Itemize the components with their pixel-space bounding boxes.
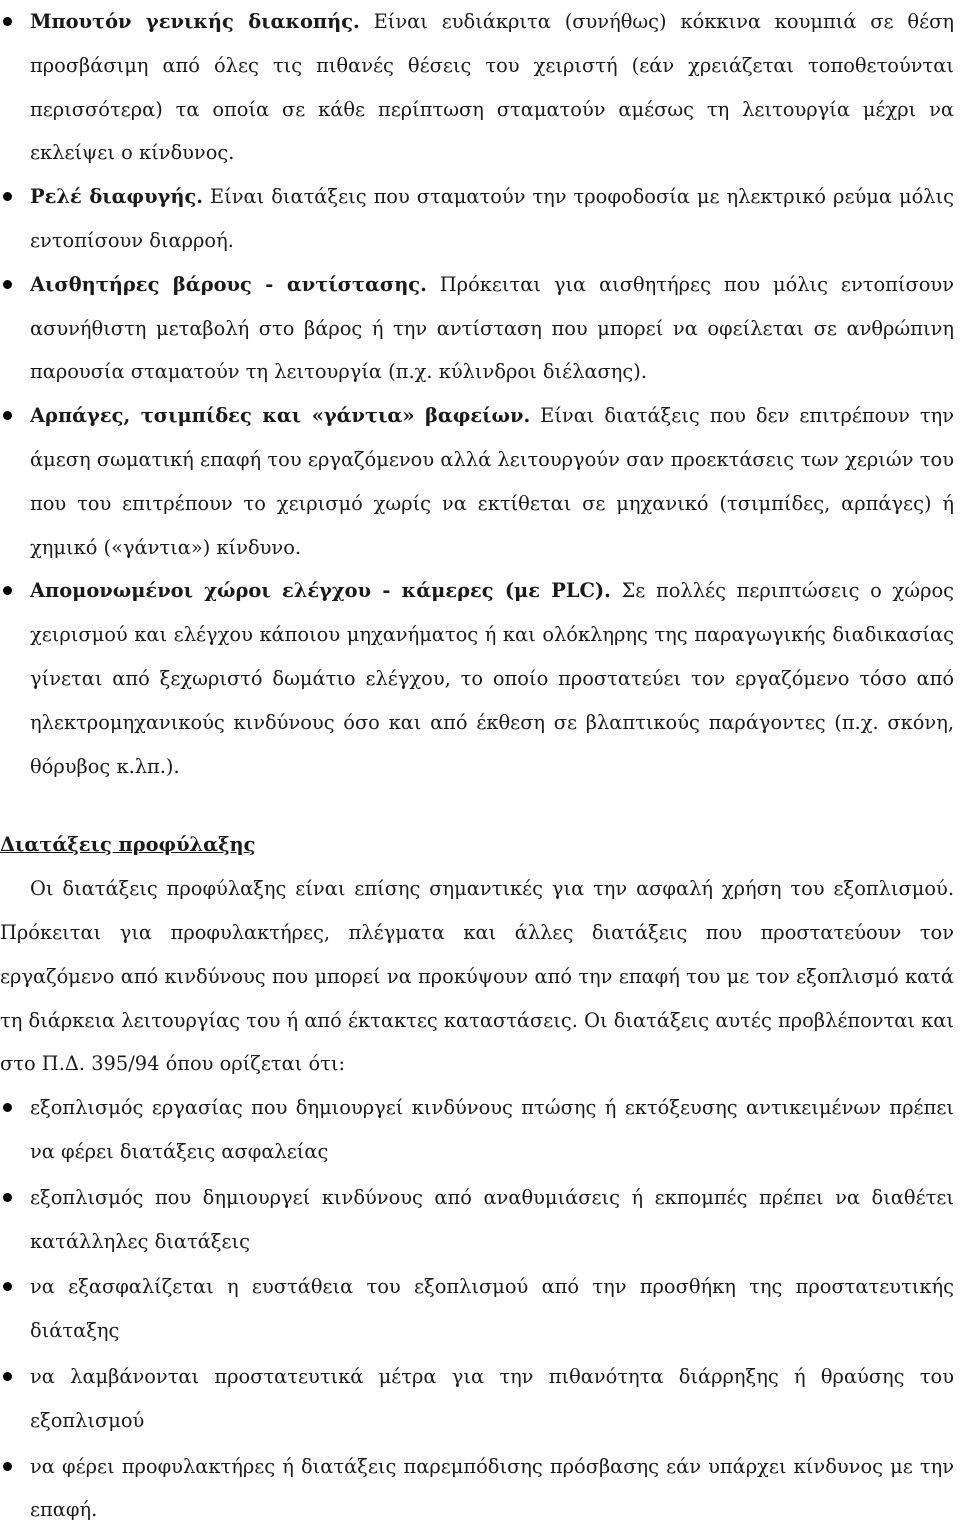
list-item-text: Είναι διατάξεις που σταματούν την τροφοδοσία με ηλεκτρικό ρεύμα μόλις εντοπίσουν διαρροή. — [30, 185, 954, 252]
list-item — [0, 175, 954, 263]
list-item — [0, 0, 954, 175]
list-item — [0, 569, 954, 788]
list-item-title: Αισθητήρες βάρους - αντίστασης. — [30, 272, 427, 296]
requirements-list — [0, 1086, 954, 1532]
section-heading: Διατάξεις προφύλαξης — [0, 833, 256, 857]
list-item-text: Σε πολλές περιπτώσεις ο χώρος χειρισμού και ελέγχου κάποιου μηχανήματος ή και ολόκληρης της παραγωγικής διαδικασίας γίνεται από ξεχωριστό δωμάτιο ελέγχου, το οποίο προστατεύει τον εργαζόμενο τόσο από ηλεκτρομηχανικούς κινδύνους όσο και από έκθεση σε βλαπτικούς παράγοντες (π.χ. σκόνη, θόρυβος κ.λπ.). — [30, 579, 954, 778]
list-item-title: Ρελέ διαφυγής. — [30, 185, 204, 209]
list-item-title: Απομονωμένοι χώροι ελέγχου - κάμερες (με PLC). — [30, 579, 611, 603]
list-item-text: Είναι ευδιάκριτα (συνήθως) κόκκινα κουμπιά σε θέση προσβάσιμη από όλες τις πιθανές θέσεις του χειριστή (εάν χρειάζεται τοποθετούνται περισσότερα) τα οποία σε κάθε περίπτωση σταματούν αμέσως τη λειτουργία μέχρι να εκλείψει ο κίνδυνος. — [30, 10, 954, 165]
list-item-title: Μπουτόν γενικής διακοπής. — [30, 10, 360, 33]
list-item: εξοπλισμός εργασίας που δημιουργεί κινδύνους πτώσης ή εκτόξευσης αντικειμένων πρέπει να φέρει διατάξεις ασφαλείας — [0, 1086, 954, 1174]
section-paragraph: Οι διατάξεις προφύλαξης είναι επίσης σημαντικές για την ασφαλή χρήση του εξοπλισμού. Πρόκειται για προφυλακτήρες, πλέγματα και άλλες διατάξεις που προστατεύουν τον εργαζόμενο από κινδύνους που μπορεί να προκύψουν από την επαφή του με τον εξοπλισμό κατά τη διάρκεια λειτουργίας του ή από έκτακτες καταστάσεις. Οι διατάξεις αυτές προβλέπονται και στο Π.Δ. 395/94 όπου ορίζεται ότι: — [0, 877, 954, 1076]
list-item: να εξασφαλίζεται η ευστάθεια του εξοπλισμού από την προσθήκη της προστατευτικής διάταξης — [0, 1265, 954, 1353]
list-item — [0, 394, 954, 569]
list-item: να φέρει προφυλακτήρες ή διατάξεις παρεμπόδισης πρόσβασης εάν υπάρχει κίνδυνος με την επαφή. — [0, 1445, 954, 1533]
list-item: να λαμβάνονται προστατευτικά μέτρα για την πιθανότητα διάρρηξης ή θραύσης του εξοπλισμού — [0, 1355, 954, 1443]
list-item-text: Είναι διατάξεις που δεν επιτρέπουν την άμεση σωματική επαφή του εργαζόμενου αλλά λειτουργούν σαν προεκτάσεις των χεριών του που του επιτρέπουν το χειρισμό χωρίς να εκτίθεται σε μηχανικό (τσιμπίδες, αρπάγες) ή χημικό («γάντια») κίνδυνο. — [30, 404, 954, 559]
list-item: εξοπλισμός που δημιουργεί κινδύνους από αναθυμιάσεις ή εκπομπές πρέπει να διαθέτει κατάλληλες διατάξεις — [0, 1176, 954, 1264]
list-item-text: Πρόκειται για αισθητήρες που μόλις εντοπίσουν ασυνήθιστη μεταβολή στο βάρος ή την αντίσταση που μπορεί να οφείλεται σε ανθρώπινη παρουσία σταματούν τη λειτουργία (π.χ. κύλινδροι διέλασης). — [30, 272, 954, 384]
list-item-title: Αρπάγες, τσιμπίδες και «γάντια» βαφείων. — [30, 404, 531, 428]
list-item — [0, 263, 954, 394]
